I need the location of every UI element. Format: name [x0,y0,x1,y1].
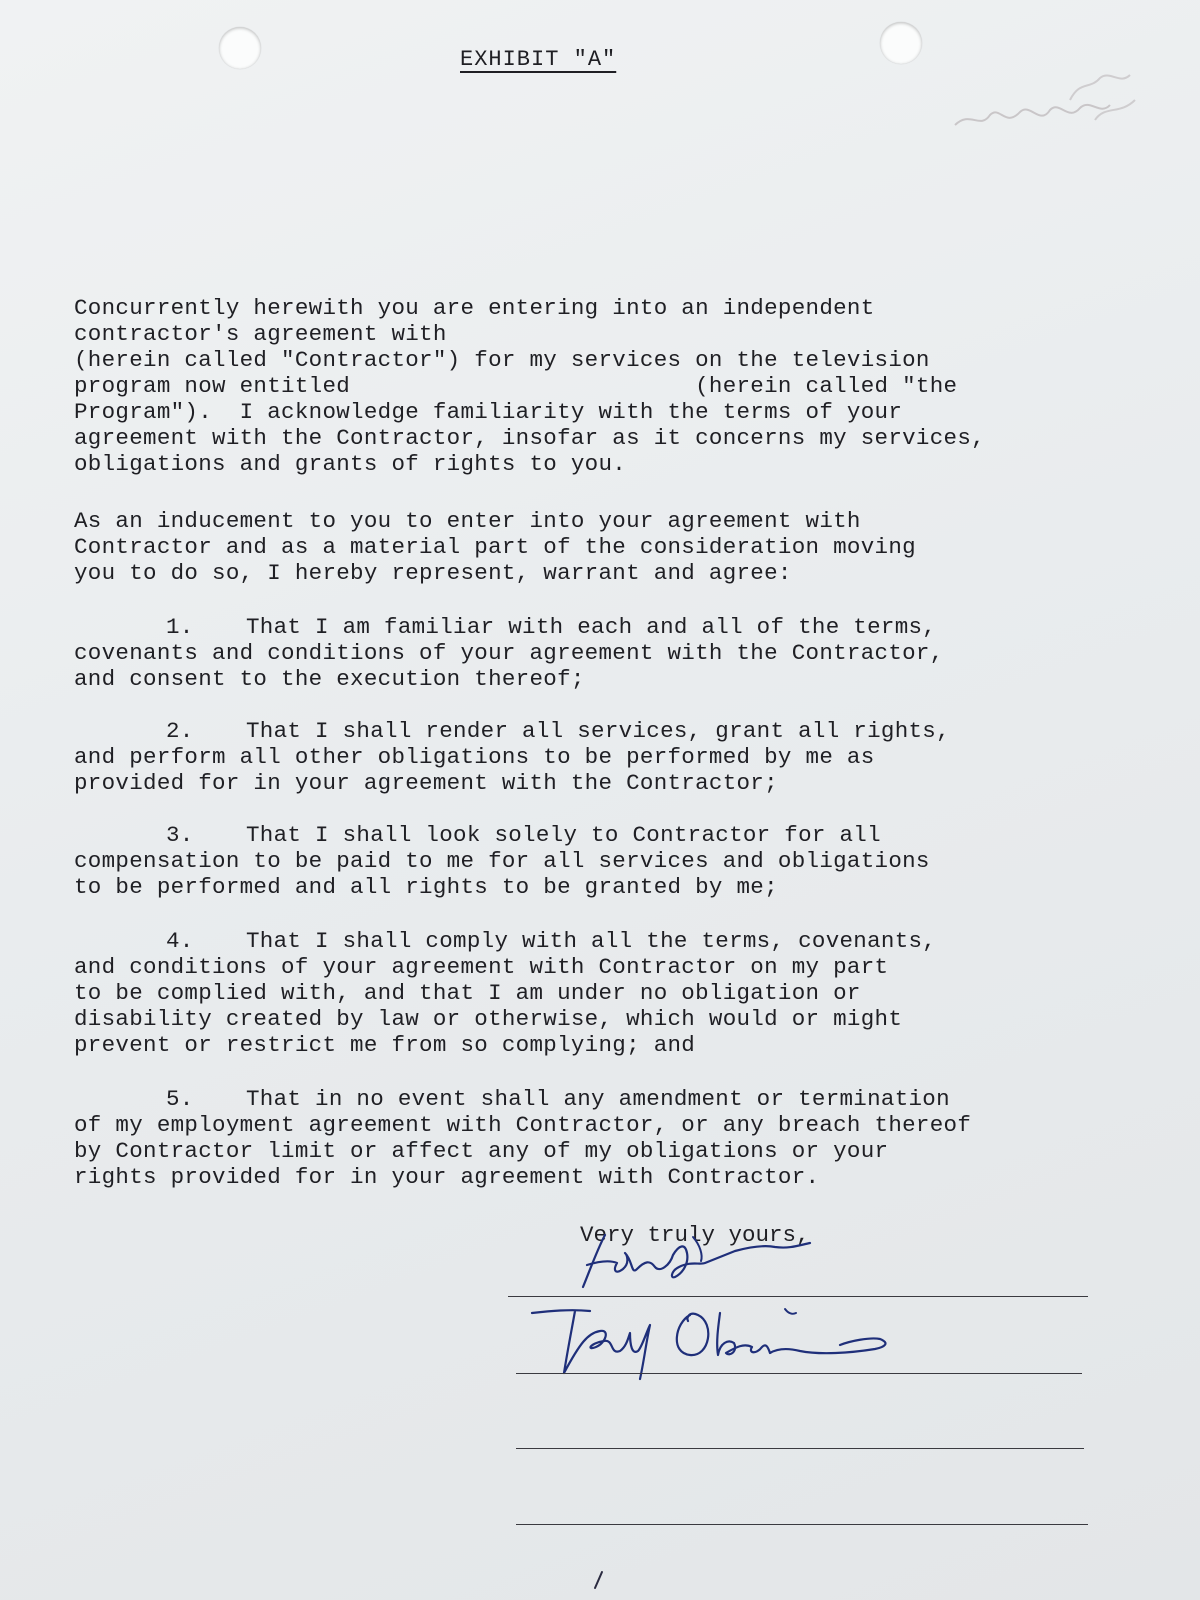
item-line: rights provided for in your agreement with Contractor. [74,1164,820,1190]
numbered-item [74,822,1154,900]
item-first-line [74,1086,1154,1112]
item-first-line [74,928,1154,954]
handwritten-signature [530,1303,910,1383]
item-first-line [74,718,1154,744]
item-number: 4. [166,928,194,954]
signature-line [508,1296,1088,1297]
item-line: of my employment agreement with Contractor, or any breach thereof [74,1112,972,1138]
item-number: 3. [166,822,194,848]
item-number: 2. [166,718,194,744]
item-text: That in no event shall any amendment or termination [246,1086,950,1112]
closing-salutation: Very truly yours, [580,1222,810,1248]
item-text: That I shall look solely to Contractor for all [246,822,881,848]
handwritten-signature [575,1225,835,1295]
paragraph-line: As an inducement to you to enter into your agreement with [74,508,861,534]
item-text: That I am familiar with each and all of the terms, [246,614,937,640]
signature-line [516,1373,1082,1374]
paragraph-line: Contractor and as a material part of the consideration moving [74,534,916,560]
paragraph-line: Concurrently herewith you are entering into an independent [74,295,875,321]
item-line: covenants and conditions of your agreement with the Contractor, [74,640,944,666]
item-line: to be performed and all rights to be granted by me; [74,874,778,900]
item-line: prevent or restrict me from so complying; and [74,1032,696,1058]
exhibit-title: EXHIBIT "A" [460,47,617,72]
signature-line [516,1524,1088,1525]
paragraph-line: obligations and grants of rights to you. [74,451,627,477]
item-text: That I shall comply with all the terms, covenants, [246,928,937,954]
faint-pencil-mark [950,60,1150,150]
paragraph-line: program now entitled (herein called "the [74,373,958,399]
item-line: by Contractor limit or affect any of my obligations or your [74,1138,889,1164]
item-text: That I shall render all services, grant all rights, [246,718,950,744]
numbered-item [74,718,1154,796]
item-line: disability created by law or otherwise, which would or might [74,1006,903,1032]
item-line: compensation to be paid to me for all services and obligations [74,848,930,874]
paragraph-line: agreement with the Contractor, insofar as it concerns my services, [74,425,985,451]
numbered-item [74,614,1154,692]
item-line: and conditions of your agreement with Contractor on my part [74,954,889,980]
paragraph-line: Program"). I acknowledge familiarity with the terms of your [74,399,903,425]
item-line: and perform all other obligations to be performed by me as [74,744,875,770]
numbered-item [74,1086,1154,1190]
stray-pen-mark [590,1570,610,1592]
paragraph-line: contractor's agreement with [74,321,447,347]
paragraph-line: you to do so, I hereby represent, warrant and agree: [74,560,792,586]
item-line: to be complied with, and that I am under no obligation or [74,980,861,1006]
item-number: 1. [166,614,194,640]
punch-hole [219,27,261,69]
inducement-paragraph [74,508,1154,586]
intro-paragraph [74,295,1154,477]
item-line: and consent to the execution thereof; [74,666,585,692]
item-line: provided for in your agreement with the Contractor; [74,770,778,796]
numbered-item [74,928,1154,1058]
item-number: 5. [166,1086,194,1112]
item-first-line [74,822,1154,848]
punch-hole [880,22,922,64]
item-first-line [74,614,1154,640]
paragraph-line: (herein called "Contractor") for my services on the television [74,347,930,373]
signature-line [516,1448,1084,1449]
